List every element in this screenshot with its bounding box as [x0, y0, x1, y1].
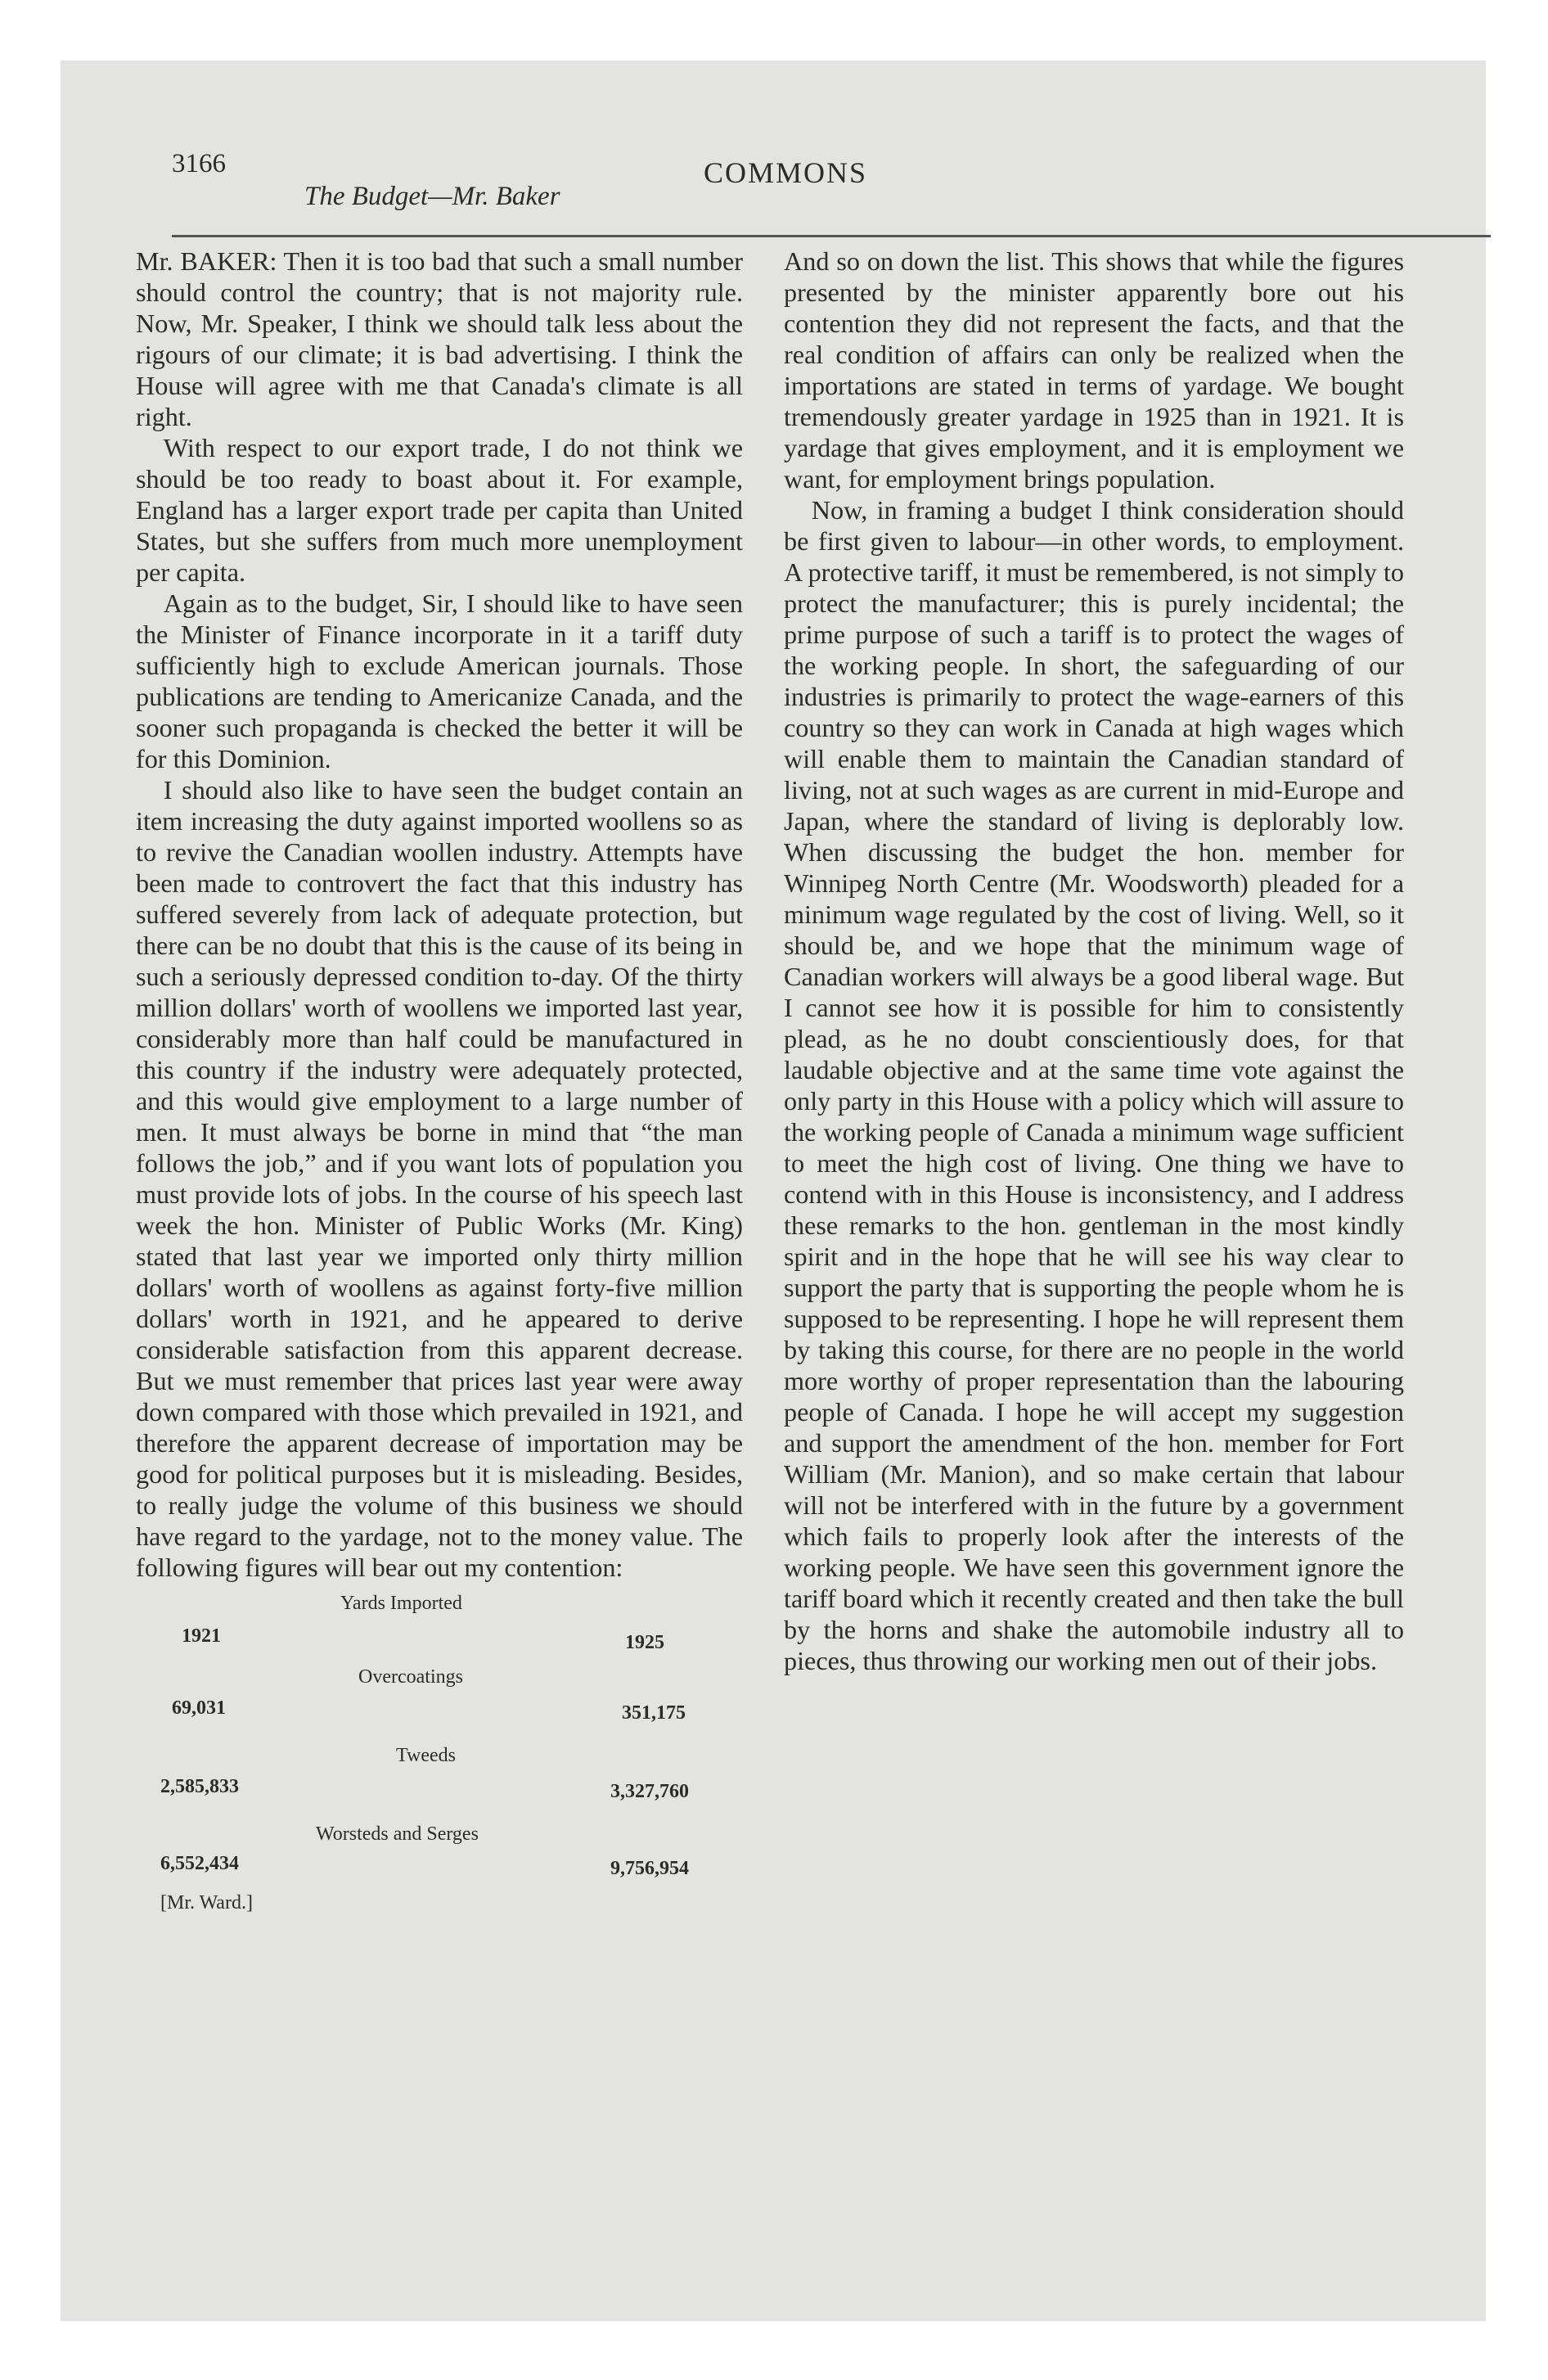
table-value: 3,327,760: [610, 1781, 689, 1802]
paragraph: Mr. BAKER: Then it is too bad that such a small number should control the country; that is not majority rule. Now, Mr. Speaker, I think we should talk less about the rigours of our climate; it is bad advertising. I think the House will agree with me that Canada's climate is all right.: [136, 246, 743, 431]
paragraph: And so on down the list. This shows that while the figures presented by the minister apparently bore out his contention they did not represent the facts, and that the real condition of affairs can only be realized when the importations are stated in terms of yardage. We bought tremendously greater yardage in 1925 than in 1921. It is yardage that gives employment, and it is employment we want, for employment brings population.: [784, 246, 1404, 494]
right-column: [784, 246, 1404, 1676]
table-heading: Yards Imported: [340, 1593, 462, 1614]
table-value: 351,175: [622, 1702, 686, 1724]
footer-note: [Mr. Ward.]: [160, 1892, 253, 1913]
table-category: Tweeds: [396, 1745, 456, 1766]
paragraph: Again as to the budget, Sir, I should like to have seen the Minister of Finance incorporate in it a tariff duty sufficiently high to exclude American journals. Those publications are tending to Americanize Canada, and the sooner such propaganda is checked the better it will be for this Dominion.: [136, 588, 743, 773]
paragraph: Now, in framing a budget I think consideration should be first given to labour—in other words, to employment. A protective tariff, it must be remembered, is not simply to protect the manufacturer; this is purely incidental; the prime purpose of such a tariff is to protect the wages of the working people. In short, the safeguarding of our industries is primarily to protect the wage-earners of this country so they can work in Canada at high wages which will enable them to maintain the Canadian standard of living, not at such wages as are current in mid-Europe and Japan, where the standard of living is deplorably low. When discussing the budget the hon. member for Winnipeg North Centre (Mr. Woodsworth) pleaded for a minimum wage regulated by the cost of living. Well, so it should be, and we hope that the minimum wage of Canadian workers will always be a good liberal wage. But I cannot see how it is possible for him to consistently plead, as he no doubt conscientiously does, for that laudable objective and at the same time vote against the only party in this House with a policy which will assure to the working people of Canada a minimum wage sufficient to meet the high cost of living. One thing we have to contend with in this House is inconsistency, and I address these remarks to the hon. gentleman in the most kindly spirit and in the hope that he will see his way clear to support the party that is supporting the people whom he is supposed to be representing. I hope he will represent them by taking this course, for there are no people in the world more worthy of proper representation than the labouring people of Canada. I hope he will accept my suggestion and support the amendment of the hon. member for Fort William (Mr. Manion), and so make certain that labour will not be interfered with in the future by a government which fails to properly look after the interests of the working people. We have seen this government ignore the tariff board which it recently created and then take the bull by the horns and shake the automobile industry all to pieces, thus throwing our working men out of their jobs.: [784, 495, 1404, 1675]
yards-imported-table: [136, 1586, 743, 1930]
table-year-1925: 1925: [625, 1632, 664, 1653]
paragraph: I should also like to have seen the budget contain an item increasing the duty against imported woollens so as to revive the Canadian woollen industry. Attempts have been made to controvert the fact that this industry has suffered severely from lack of adequate protection, but there can be no doubt that this is the cause of its being in such a seriously depressed condition to-day. Of the thirty million dollars' worth of woollens we imported last year, considerably more than half could be manufactured in this country if the industry were adequately protected, and this would give employment to a large number of men. It must always be borne in mind that “the man follows the job,” and if you want lots of population you must provide lots of jobs. In the course of his speech last week the hon. Minister of Public Works (Mr. King) stated that last year we imported only thirty million dollars' worth of woollens as against forty-five million dollars' worth in 1921, and he appeared to derive considerable satisfaction from this apparent decrease. But we must remember that prices last year were away down compared with those which prevailed in 1921, and therefore the apparent decrease of importation may be good for political purposes but it is misleading. Besides, to really judge the volume of this business we should have regard to the yardage, not to the money value. The following figures will bear out my contention:: [136, 775, 743, 1582]
table-category: Worsteds and Serges: [316, 1823, 479, 1845]
header-rule: [172, 235, 1491, 237]
paragraph: With respect to our export trade, I do not think we should be too ready to boast about it. For example, England has a larger export trade per capita than United States, but she suffers from much more unemployment per capita.: [136, 433, 743, 587]
table-category: Overcoatings: [358, 1666, 463, 1688]
running-head: The Budget—Mr. Baker: [304, 182, 560, 211]
table-value: 69,031: [172, 1697, 226, 1719]
table-value: 2,585,833: [160, 1776, 239, 1797]
table-value: 9,756,954: [610, 1858, 689, 1879]
table-year-1921: 1921: [182, 1625, 221, 1647]
left-column: [136, 246, 743, 1930]
page-number: 3166: [172, 149, 226, 178]
table-value: 6,552,434: [160, 1853, 239, 1874]
section-title: COMMONS: [704, 156, 868, 189]
